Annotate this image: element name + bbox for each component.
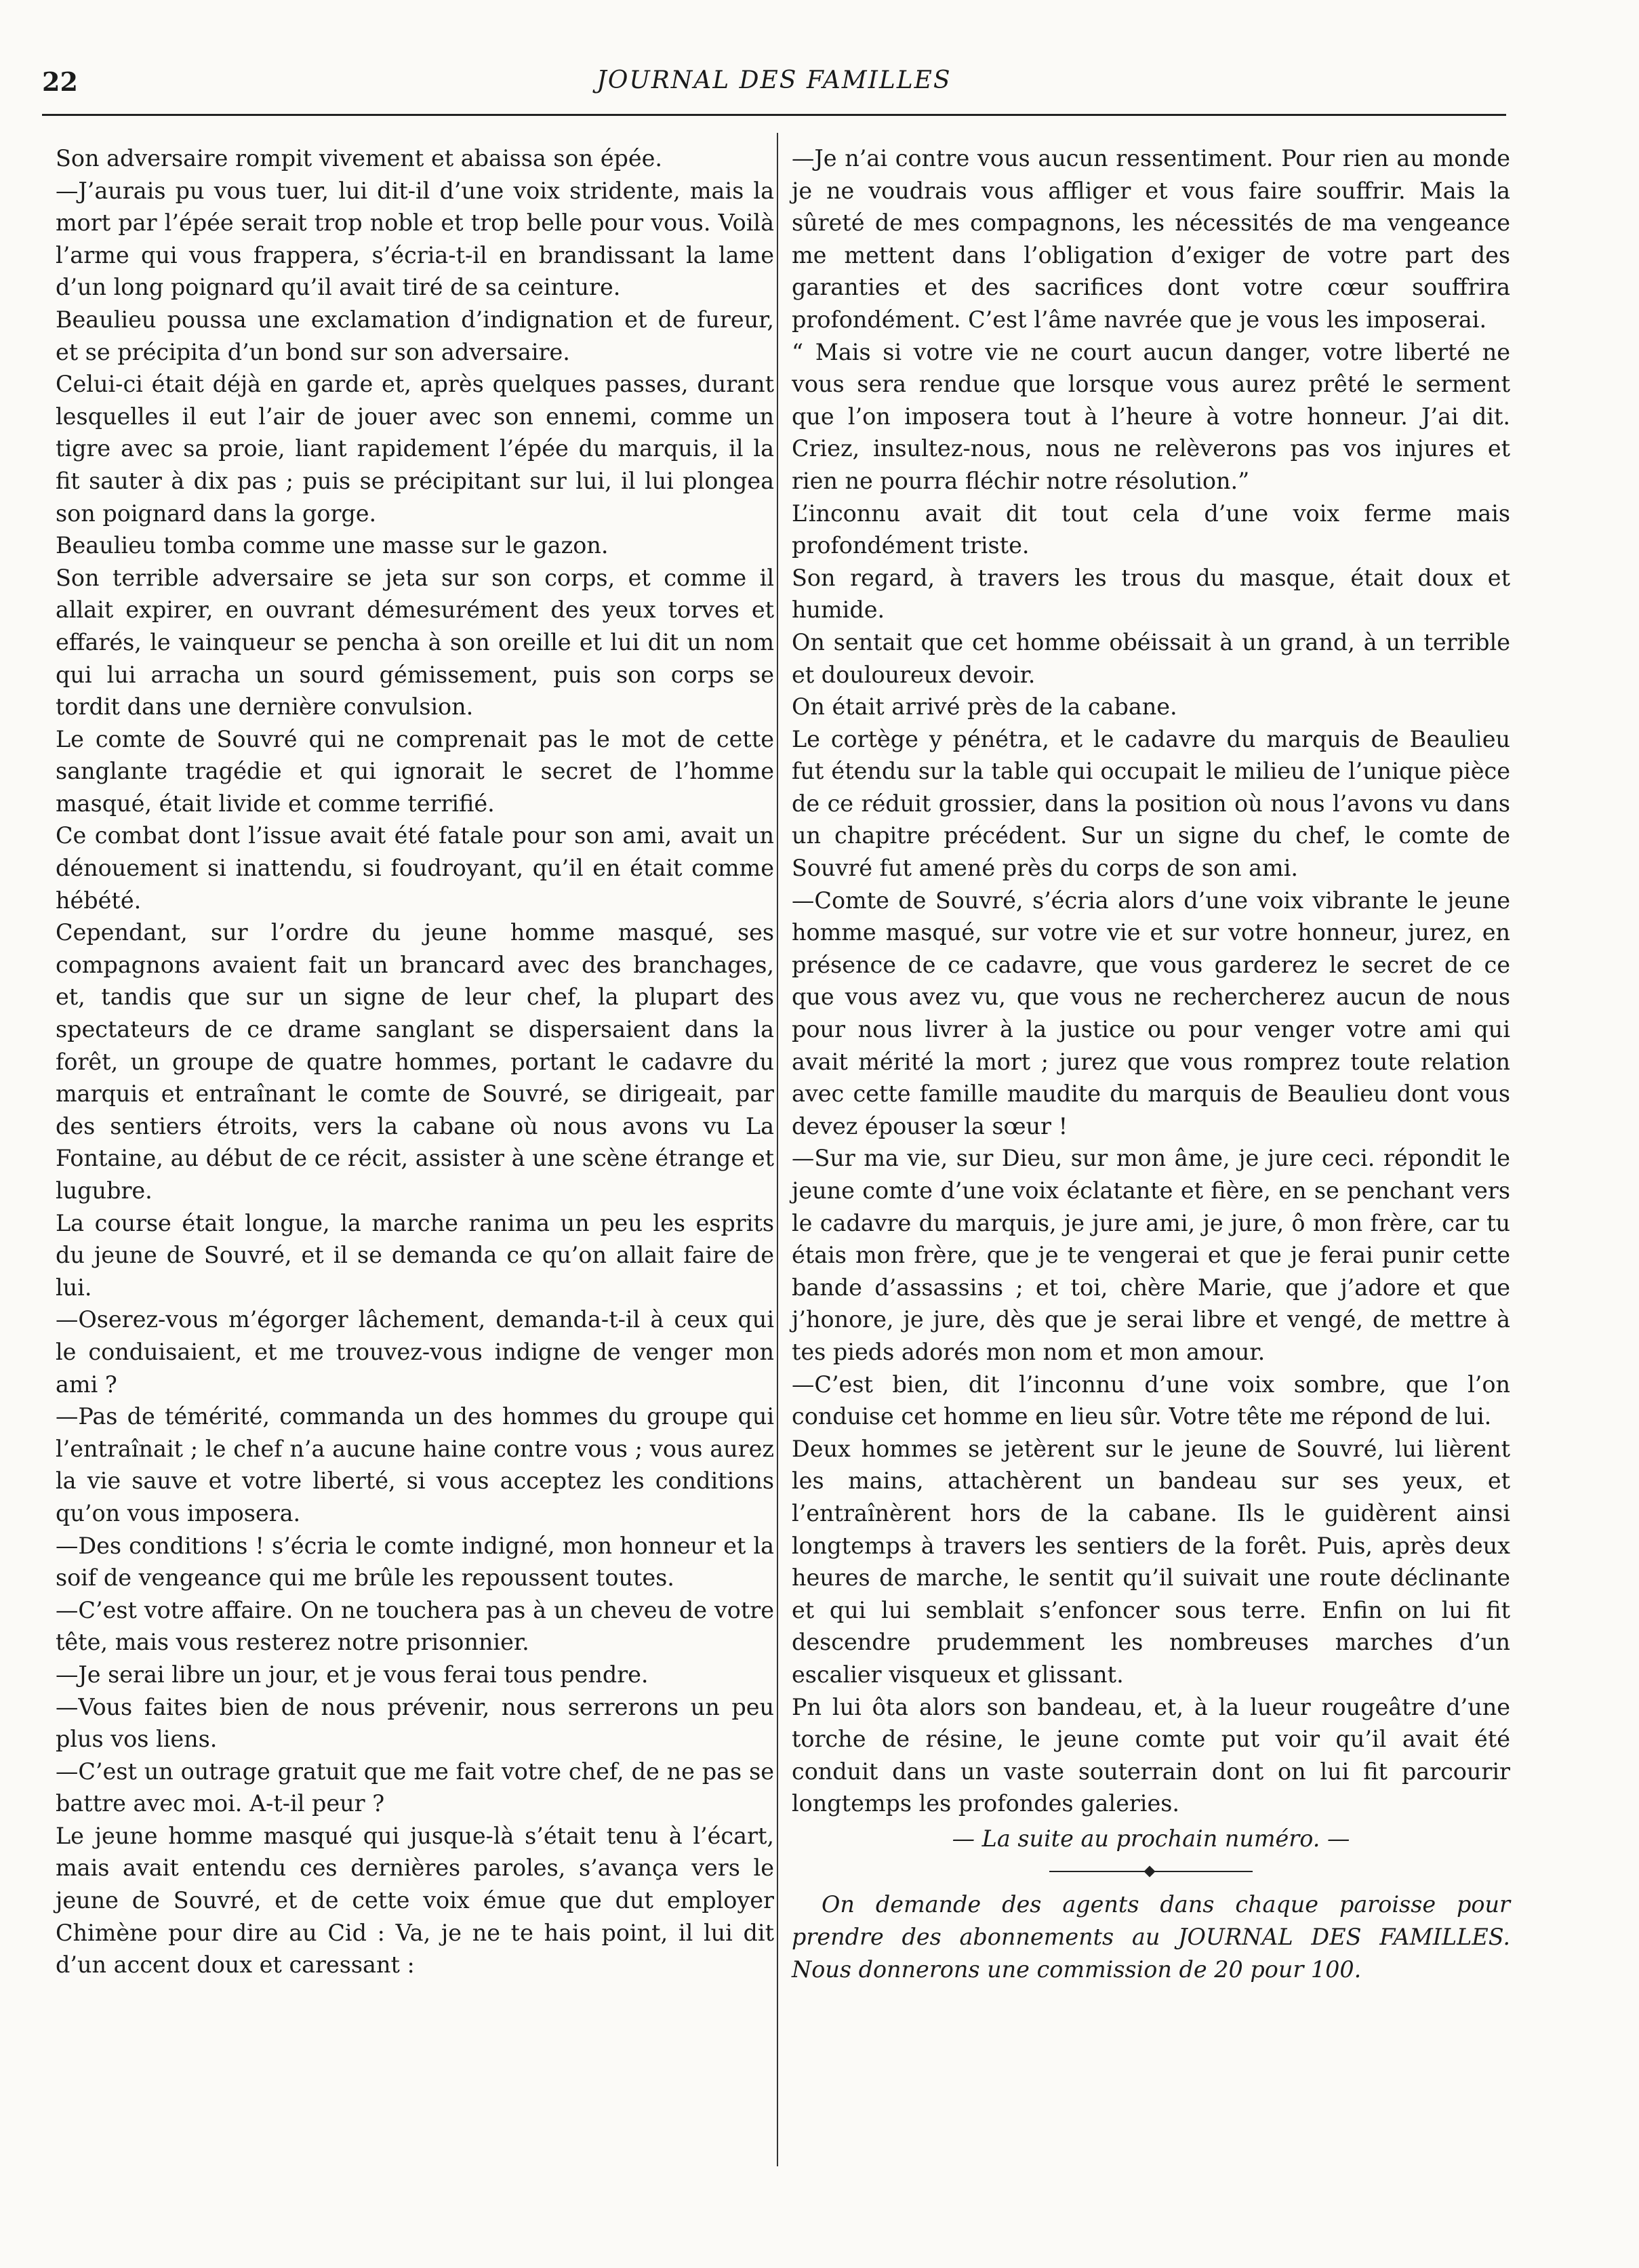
paragraph: —Des conditions ! s’écria le comte indigné, mon honneur et la soif de vengeance qui me brûle les repoussent toutes. [56, 1532, 774, 1592]
paragraph: “ Mais si votre vie ne court aucun danger, votre liberté ne vous sera rendue que lorsque vous aurez prêté le serment que l’on imposera tout à l’heure à votre honneur. J’ai dit. Criez, insultez-nous, nous ne relèverons pas vos injures et rien ne pourra fléchir notre résolution.” [792, 338, 1510, 494]
ornament-rule [1049, 1871, 1253, 1872]
paragraph: —Pas de témérité, commanda un des hommes du groupe qui l’entraînait ; le chef n’a aucune haine contre vous ; vous aurez la vie sauve et votre liberté, si vous acceptez les conditions qu’on vous imposera. [56, 1403, 774, 1526]
page-header [42, 66, 1506, 107]
paragraph: Deux hommes se jetèrent sur le jeune de Souvré, lui lièrent les mains, attachèrent un bandeau sur ses yeux, et l’entraînèrent hors de la cabane. Ils le guidèrent ainsi longtemps à travers les sentiers de la forêt. Puis, après deux heures de marche, le sentit qu’il suivait une route déclinante et qui lui semblait s’enfoncer sous terre. Enfin on lui fit descendre prudemment les nombreuses marches d’un escalier visqueux et glissant. [792, 1435, 1510, 1688]
paragraph: Son terrible adversaire se jeta sur son corps, et comme il allait expirer, en ouvrant démesurément des yeux torves et effarés, le vainqueur se pencha à son oreille et lui dit un nom qui lui arracha un sourd gémissement, puis son corps se tordit dans une dernière convulsion. [56, 564, 774, 721]
paragraph: —Sur ma vie, sur Dieu, sur mon âme, je jure ceci. répondit le jeune comte d’une voix éclatante et fière, en se penchant vers le cadavre du marquis, je jure ami, je jure, ô mon frère, car tu étais mon frère, que je te vengerai et que je ferai punir cette bande d’assassins ; et toi, chère Marie, que j’adore et que j’honore, je jure, dès que je serai libre et vengé, de mettre à tes pieds adorés mon nom et mon amour. [792, 1145, 1510, 1365]
subscription-notice: On demande des agents dans chaque paroisse pour prendre des abonnements au JOURNAL DES FAMILLES. Nous donnerons une commission de 20 pour 100. [792, 1891, 1510, 1983]
paragraph: Beaulieu tomba comme une masse sur le gazon. [56, 532, 609, 559]
paragraph: Le comte de Souvré qui ne comprenait pas le mot de cette sanglante tragédie et qui ignorait le secret de l’homme masqué, était livide et comme terrifié. [56, 725, 774, 817]
paragraph: —Oserez-vous m’égorger lâchement, demanda-t-il à ceux qui le conduisaient, et me trouvez-vous indigne de venger mon ami ? [56, 1306, 774, 1398]
paragraph: L’inconnu avait dit tout cela d’une voix ferme mais profondément triste. [792, 500, 1510, 559]
paragraph: Le jeune homme masqué qui jusque-là s’était tenu à l’écart, mais avait entendu ces dernières paroles, s’avança vers le jeune de Souvré, et de cette voix émue que dut employer Chimène pour dire au Cid : Va, je ne te hais point, il lui dit d’un accent doux et caressant : [56, 1822, 774, 1979]
paragraph: —J’aurais pu vous tuer, lui dit-il d’une voix stridente, mais la mort par l’épée serait trop noble et trop belle pour vous. Voilà l’arme qui vous frappera, s’écria-t-il en brandissant la lame d’un long poignard qu’il avait tiré de sa ceinture. [56, 177, 774, 301]
paragraph: Cependant, sur l’ordre du jeune homme masqué, ses compagnons avaient fait un brancard avec des branchages, et, tandis que sur un signe de leur chef, la plupart des spectateurs de ce drame sanglant se dispersaient dans la forêt, un groupe de quatre hommes, portant le cadavre du marquis et entraînant le comte de Souvré, se dirigeait, par des sentiers étroits, vers la cabane où nous avons vu La Fontaine, au début de ce récit, assister à une scène étrange et lugubre. [56, 919, 774, 1204]
paragraph: —C’est un outrage gratuit que me fait votre chef, de ne pas se battre avec moi. A-t-il peur ? [56, 1758, 774, 1817]
left-column [56, 142, 774, 1981]
header-rule [42, 114, 1506, 116]
paragraph: Son regard, à travers les trous du masque, était doux et humide. [792, 564, 1510, 624]
paragraph: Pn lui ôta alors son bandeau, et, à la lueur rougeâtre d’une torche de résine, le jeune comte put voir qu’il avait été conduit dans un vaste souterrain dont on lui fit parcourir longtemps les profondes galeries. [792, 1693, 1510, 1817]
page-number: 22 [42, 66, 78, 97]
paragraph: Le cortège y pénétra, et le cadavre du marquis de Beaulieu fut étendu sur la table qui occupait le milieu de l’unique pièce de ce réduit grossier, dans la position où nous l’avons vu dans un chapitre précédent. Sur un signe du chef, le comte de Souvré fut amené près du corps de son ami. [792, 725, 1510, 882]
paragraph: —C’est bien, dit l’inconnu d’une voix sombre, que l’on conduise cet homme en lieu sûr. Votre tête me répond de lui. [792, 1371, 1510, 1430]
paragraph: On était arrivé près de la cabane. [792, 693, 1177, 721]
continuation-note: — La suite au prochain numéro. — [952, 1825, 1350, 1852]
paragraph: —Je n’ai contre vous aucun ressentiment. Pour rien au monde je ne voudrais vous affliger et vous faire souffrir. Mais la sûreté de mes compagnons, les nécessités de ma vengeance me mettent dans l’obligation d’exiger de votre part des garanties et des sacrifices dont votre cœur souffrira profondément. C’est l’âme navrée que je vous les imposerai. [792, 145, 1510, 333]
paragraph: —C’est votre affaire. On ne touchera pas à un cheveu de votre tête, mais vous resterez notre prisonnier. [56, 1596, 774, 1656]
paragraph: La course était longue, la marche ranima un peu les esprits du jeune de Souvré, et il se demanda ce qu’on allait faire de lui. [56, 1209, 774, 1301]
paragraph: Celui-ci était déjà en garde et, après quelques passes, durant lesquelles il eut l’air de jouer avec son ennemi, comme un tigre avec sa proie, liant rapidement l’épée du marquis, il la fit sauter à dix pas ; puis se précipitant sur lui, il lui plongea son poignard dans la gorge. [56, 371, 774, 527]
right-column [792, 142, 1510, 1985]
paragraph: Beaulieu poussa une exclamation d’indignation et de fureur, et se précipita d’un bond sur son adversaire. [56, 306, 774, 365]
column-divider [777, 133, 778, 2166]
paragraph: Ce combat dont l’issue avait été fatale pour son ami, avait un dénouement si inattendu, si foudroyant, qu’il en était comme hébété. [56, 822, 774, 914]
journal-title: JOURNAL DES FAMILLES [596, 66, 952, 94]
paragraph: —Comte de Souvré, s’écria alors d’une voix vibrante le jeune homme masqué, sur votre vie et sur votre honneur, jurez, en présence de ce cadavre, que vous garderez le secret de ce que vous avez vu, que vous ne rechercherez aucun de nous pour nous livrer à la justice ou pour venger votre ami qui avait mérité la mort ; jurez que vous romprez toute relation avec cette famille maudite du marquis de Beaulieu dont vous devez épouser la sœur ! [792, 887, 1510, 1139]
paragraph: Son adversaire rompit vivement et abaissa son épée. [56, 145, 663, 171]
paragraph: On sentait que cet homme obéissait à un grand, à un terrible et douloureux devoir. [792, 628, 1510, 688]
paragraph: —Je serai libre un jour, et je vous ferai tous pendre. [56, 1661, 649, 1688]
paragraph: —Vous faites bien de nous prévenir, nous serrerons un peu plus vos liens. [56, 1693, 774, 1753]
